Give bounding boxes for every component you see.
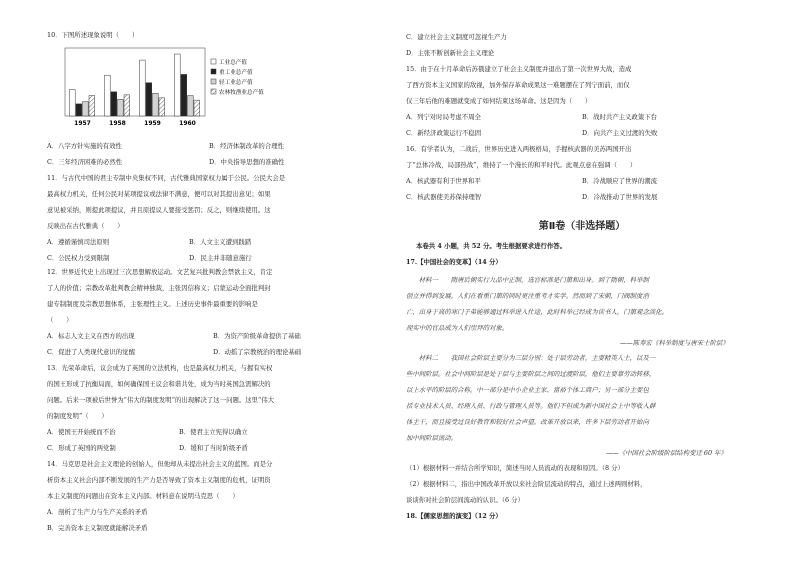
x-tick-label: 1958 (109, 120, 126, 127)
q14-option-c[interactable]: C．建立社会主义制度可忽视生产力 (406, 33, 507, 41)
q12-line: 建专制制度及宗教思想体系，主张理性主义。上述历史事件最重要的影响是 (47, 300, 258, 308)
q16-option-a[interactable]: A．核武器有利于世界和平 (406, 177, 481, 185)
q11-line: 反映出在古代雅典（ ） (47, 222, 124, 230)
bar (111, 92, 117, 116)
q13-line: 13．光荣革命后，议会成为了英国的立法机构，也是最高权力机关，与握有实权 (47, 364, 273, 372)
q16-line: 了“总体冷战，局部热战”，维持了一个漫长的和平时代。此观点意在强调（ ） (406, 161, 637, 169)
q11-line: 11．与古代中国的君主专制中央集权不同，古代雅典国家权力属于公民。公民大会是 (47, 174, 286, 182)
section-title: 第Ⅱ卷（非选择题） (538, 221, 626, 232)
q17-sub2-cont: 谈谈你对社会阶层间流动的认识。（6 分） (406, 496, 524, 504)
q10-option-a[interactable]: A．八字方针实施的有效性 (47, 142, 122, 150)
q16-line: 16．有学者认为，二战后，世界历史进入两极格局，手握核武器的美苏两国开出 (406, 145, 632, 153)
legend-swatch (211, 89, 216, 94)
material-two-line: 括专业技术人员、经理人员、行政与管理人员等。他们不但成为新中国社会上中等收入群 (406, 402, 656, 410)
q17-sub2: （2）根据材料二，指出中国改革开放以来社会阶层流动的特点，通过上述两则材料， (406, 480, 647, 488)
q11-line: 意见被采纳，则提此项提议，并且原提议人要接受惩罚；反之，则继续使用。这 (47, 206, 271, 214)
bar (153, 93, 159, 116)
q16-option-c[interactable]: C．核武器使美苏保持理智 (406, 193, 482, 201)
material-one-line: 材料一 隋唐后朝实行九品中正制，选官标准是门第和出身。到了隋朝，科举制 (406, 276, 649, 284)
q11-option-d[interactable]: D．民主并非随意施行 (189, 254, 252, 262)
q12-option-d[interactable]: D．动摇了宗教统治的理论基础 (213, 348, 302, 356)
bar (76, 104, 82, 116)
material-two-line: 材料二 我国社会阶层主要分为三层分别：处于层劳动者，主要精英人士，以及一 (406, 354, 656, 362)
legend-label: 轻工业总产值 (219, 80, 253, 86)
material-one-line: 亡，出身于高的寒门子弟能够通过科举进入仕途，此时科举已经成为读书人，门第观念淡化。 (406, 308, 669, 316)
bar (118, 99, 124, 116)
q14-option-d[interactable]: D．主张不断创新社会主义理论 (406, 49, 495, 57)
q15-option-d[interactable]: D．向共产主义过渡的失败 (582, 129, 658, 137)
legend-label: 重工业总产值 (219, 70, 253, 76)
q17-sub1: （1）根据材料一并结合所学知识，简述当时人员流动的表现和原因。（8 分） (406, 464, 624, 472)
bar-chart (63, 44, 278, 130)
material-one-line: 创立并得到发展。人们在看重门第的同时更注重考才实学。然而到了宋朝，门阀制度消 (406, 292, 649, 300)
bar (181, 74, 187, 116)
q11-option-a[interactable]: A．遵循谨慎司法原则 (47, 238, 110, 246)
q13-option-b[interactable]: B．使君主立宪得以确立 (179, 428, 248, 436)
q11-option-b[interactable]: B．人文主义遭到践踏 (189, 238, 252, 246)
q13-option-c[interactable]: C．形成了英国的两党制 (47, 444, 116, 452)
q14-option-b[interactable]: B．完善资本主义制度就能解决矛盾 (47, 524, 148, 532)
legend-label: 农林牧渔业总产值 (219, 90, 264, 96)
material-two-line: 体主干，而且接受过良好教育和较好社会声望。改革开放以来，许多下层劳动者开始向 (406, 418, 649, 426)
bar (83, 102, 89, 116)
legend-swatch (211, 69, 216, 74)
q12-line: 12．世界近代史上出现过三次思想解放运动。文艺复兴批判教会禁欲主义，肯定 (47, 268, 273, 276)
q14-line: 析资本主义社会内部不断发展的生产力是否导致了资本主义制度的危机，证明资 (47, 476, 271, 484)
q10-option-c[interactable]: C．三年经济困难的必然性 (47, 158, 123, 166)
bar (140, 60, 146, 116)
q17-header: 17.【中国社会的变革】（14 分） (406, 258, 502, 266)
section-note: 本卷共 4 小题，共 52 分。考生根据要求进行作答。 (416, 242, 567, 250)
q15-line: 了西方资本主义国家的敌视，加外保存革命成果这一难题摆在了列宁面前，而仅 (406, 81, 630, 89)
material-two-line: 以上水平的阶层的合称。中一部分是中小企业主家、富裕个体工商户；另一部分主要包 (406, 386, 649, 394)
q10-option-d[interactable]: D．中央指导思想的准确性 (209, 158, 285, 166)
q15-option-c[interactable]: C．新经济政策运行不稳固 (406, 129, 482, 137)
q15-line: 15．由于在十月革命后苏俄建立了社会主义制度并退出了第一次世界大战，造成 (406, 65, 632, 73)
legend-swatch (211, 79, 216, 84)
bar (175, 54, 181, 116)
q16-option-b[interactable]: B．冷战顺应了世界的潮流 (582, 177, 657, 185)
q16-option-d[interactable]: D．冷战推动了世界的发展 (582, 193, 658, 201)
bar (194, 100, 200, 116)
q11-line: 最高权力机关，任何公民对某项提议或法律不满意，便可以对其提出意见；如果 (47, 190, 271, 198)
q10-option-b[interactable]: B．经济体制改革的合理性 (209, 142, 284, 150)
q13-line: 的制度发明”（ ） (47, 412, 108, 420)
x-tick-label: 1959 (144, 120, 161, 127)
q15-option-a[interactable]: A．列宁对时局考虑不周全 (406, 113, 481, 121)
q15-option-b[interactable]: B．战时共产主义政策下台 (582, 113, 657, 121)
q13-line: 问题。后来一项被后世誉为“伟大的制度发明”的出现解决了这一问题。这里“伟大 (47, 396, 275, 404)
q13-option-d[interactable]: D．缓和了当时阶级矛盾 (179, 444, 249, 452)
q14-line: 14．马克思是社会主义理论的创始人，但他却从未提出社会主义的蓝图。而是分 (47, 460, 273, 468)
bar (159, 98, 165, 116)
material-two-line: 加中间阶层流动。 (406, 434, 458, 442)
bar (188, 96, 194, 116)
q14-line: 本主义制度的问题出在资本主义内部。材料意在说明马克思（ ） (47, 492, 239, 500)
q12-option-b[interactable]: B．为资产阶级革命提供了基础 (213, 332, 301, 340)
q14-option-a[interactable]: A．剖析了生产力与生产关系的矛盾 (47, 508, 148, 516)
q12-option-a[interactable]: A．标志人文主义在西方的出现 (47, 332, 135, 340)
q11-option-c[interactable]: C．公民权力受到限制 (47, 254, 110, 262)
q18-header: 18.【儒家思想的演变】（12 分） (406, 512, 502, 520)
material-one-source: ——陈寿宏《科举制度与唐宋士阶层》 (620, 339, 729, 347)
x-tick-label: 1957 (74, 120, 91, 127)
material-one-line: 现实中的官品成为人们崇拜的对象。 (406, 324, 509, 332)
legend-label: 工业总产值 (219, 60, 247, 66)
bar (105, 75, 111, 116)
bar (146, 83, 152, 116)
bar (89, 96, 95, 116)
q12-option-c[interactable]: C．促进了人类现代意识的觉醒 (47, 348, 135, 356)
q15-line: 仅三年后他的难题就变成了如何结束这场革命。这是因为（ ） (406, 97, 592, 105)
material-two-source: ——《中国社会阶级阶层结构变迁 60 年》 (606, 449, 727, 457)
q13-option-a[interactable]: A．使国王开始统而不治 (47, 428, 116, 436)
bar (124, 95, 130, 116)
q12-line: （ ） (47, 316, 73, 324)
q13-line: 的国王形成了抗衡局面，如何确保国王议会和谐共处，成为当时英国急需解决的 (47, 380, 271, 388)
x-tick-label: 1960 (179, 120, 196, 127)
bar (70, 90, 76, 116)
material-two-line: 些中间阶层。社会中间阶层是处于层与主要阶层之间的过渡阶层，他们主要靠劳动转移， (406, 370, 656, 378)
legend-swatch (211, 59, 216, 64)
q10-stem: 10．下图所述现象说明（ ） (47, 31, 139, 39)
q12-line: 了人的价值；宗教改革批判教会精神独裁，主张因信称义；启蒙运动全面批判封 (47, 284, 271, 292)
